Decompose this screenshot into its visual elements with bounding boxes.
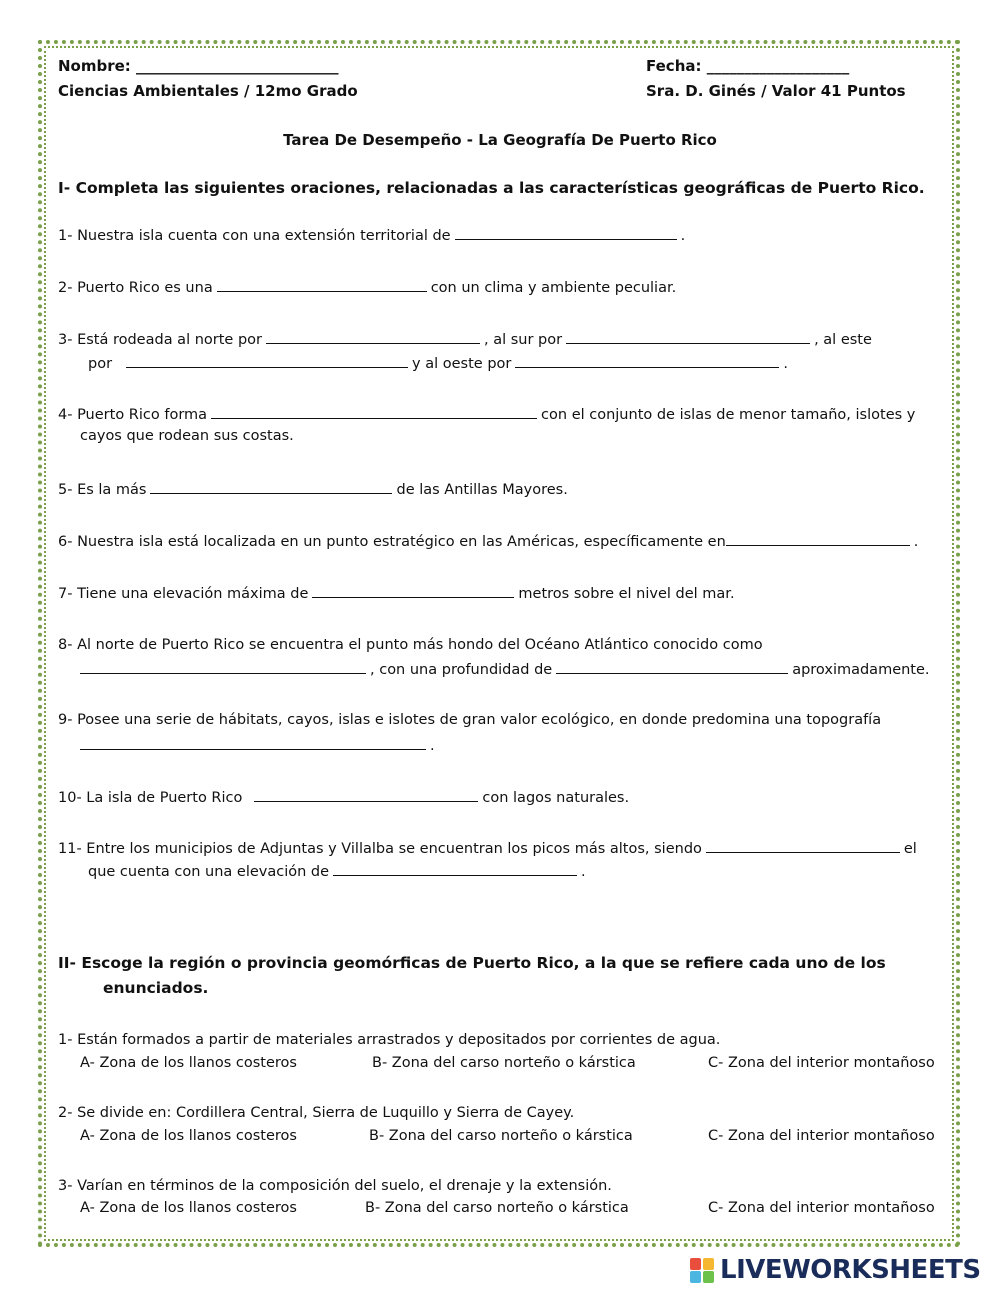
question-9-line-1: 9- Posee una serie de hábitats, cayos, islas e islotes de gran valor ecológico, en donde predomina una topografía [58,712,882,728]
section-1-heading: I- Completa las siguientes oraciones, relacionadas a las características geográficas de Puerto Rico. [58,179,925,197]
question-7 [58,584,735,602]
question-6-text: 6- Nuestra isla está localizada en un punto estratégico en las Américas, específicamente en [58,534,726,550]
answer-blank-4[interactable] [211,405,537,419]
question-6-end: . [913,534,919,550]
date-field-label[interactable]: Fecha: ___________________ [646,57,850,75]
mc-2-option-c[interactable]: C- Zona del interior montañoso [708,1128,935,1144]
question-8-line-1: 8- Al norte de Puerto Rico se encuentra el punto más hondo del Océano Atlántico conocido como [58,637,763,653]
mc-1-option-c[interactable]: C- Zona del interior montañoso [708,1055,935,1071]
question-8-depth-label: , con una profundidad de [370,662,553,678]
question-4-text-end: con el conjunto de islas de menor tamaño, islotes y [541,407,916,423]
question-3-east-label: , al este [814,332,872,348]
mc-2-option-a[interactable]: A- Zona de los llanos costeros [80,1128,297,1144]
question-7-text: 7- Tiene una elevación máxima de [58,586,309,602]
answer-blank-2[interactable] [217,278,427,292]
answer-blank-6[interactable] [726,532,910,546]
answer-blank-1[interactable] [455,226,677,240]
answer-blank-8-name[interactable] [80,660,366,674]
question-10-text-end: con lagos naturales. [482,790,630,806]
answer-blank-5[interactable] [150,480,392,494]
question-11-text: 11- Entre los municipios de Adjuntas y Villalba se encuentran los picos más altos, siendo [58,841,702,857]
question-4-text: 4- Puerto Rico forma [58,407,208,423]
answer-blank-10[interactable] [254,788,478,802]
question-3-line-1 [58,330,872,348]
question-10 [58,788,629,806]
question-3-west-label: y al oeste por [412,356,512,372]
question-11-line-2 [88,862,586,880]
mc-1-option-a[interactable]: A- Zona de los llanos costeros [80,1055,297,1071]
teacher-label: Sra. D. Ginés / Valor 41 Puntos [646,82,906,100]
mc-question-3: 3- Varían en términos de la composición del suelo, el drenaje y la extensión. [58,1178,612,1194]
mc-question-1: 1- Están formados a partir de materiales arrastrados y depositados por corrientes de agua. [58,1032,721,1048]
answer-blank-8-depth[interactable] [556,660,788,674]
question-10-text: 10- La isla de Puerto Rico [58,790,243,806]
section-2-heading-cont: enunciados. [103,979,209,997]
question-11-end: . [581,864,586,880]
mc-2-option-b[interactable]: B- Zona del carso norteño o kárstica [369,1128,633,1144]
question-4-line-2: cayos que rodean sus costas. [80,428,294,444]
question-7-text-end: metros sobre el nivel del mar. [518,586,735,602]
mc-3-option-c[interactable]: C- Zona del interior montañoso [708,1200,935,1216]
answer-blank-3-north[interactable] [266,330,480,344]
question-3-end: . [783,356,788,372]
question-8-end: aproximadamente. [792,662,930,678]
question-3-por-label: por [88,356,113,372]
mc-1-option-b[interactable]: B- Zona del carso norteño o kárstica [372,1055,636,1071]
answer-blank-9[interactable] [80,736,426,750]
question-8-line-2 [76,660,930,678]
question-3-south-label: , al sur por [483,332,563,348]
question-11-el: el [903,841,917,857]
question-9-line-2 [76,736,435,754]
course-label: Ciencias Ambientales / 12mo Grado [58,82,358,100]
question-3-line-2 [88,354,788,372]
liveworksheets-logo-icon [690,1256,716,1284]
mc-3-option-b[interactable]: B- Zona del carso norteño o kárstica [365,1200,629,1216]
worksheet-title: Tarea De Desempeño - La Geografía De Puerto Rico [283,131,717,149]
name-field-label[interactable]: Nombre: ___________________________ [58,57,339,75]
question-6 [58,532,918,550]
question-1 [58,226,685,244]
question-5 [58,480,568,498]
liveworksheets-logo-text: LIVEWORKSHEETS [720,1255,981,1285]
question-2-text: 2- Puerto Rico es una [58,280,213,296]
question-4-line-1 [58,405,915,423]
question-3-text: 3- Está rodeada al norte por [58,332,262,348]
mc-question-2: 2- Se divide en: Cordillera Central, Sierra de Luquillo y Sierra de Cayey. [58,1105,575,1121]
answer-blank-11-peak[interactable] [706,839,900,853]
answer-blank-7[interactable] [312,584,514,598]
answer-blank-3-east[interactable] [126,354,408,368]
question-1-end: . [680,228,686,244]
section-2-heading: II- Escoge la región o provincia geomórficas de Puerto Rico, a la que se refiere cada uno de los [58,954,886,972]
question-9-end: . [430,738,435,754]
question-11-elevation-label: que cuenta con una elevación de [88,864,330,880]
answer-blank-3-west[interactable] [515,354,779,368]
question-2-text-end: con un clima y ambiente peculiar. [430,280,677,296]
question-11-line-1 [58,839,917,857]
mc-3-option-a[interactable]: A- Zona de los llanos costeros [80,1200,297,1216]
answer-blank-11-elevation[interactable] [333,862,577,876]
question-2 [58,278,676,296]
answer-blank-3-south[interactable] [566,330,810,344]
question-1-text: 1- Nuestra isla cuenta con una extensión territorial de [58,228,451,244]
liveworksheets-logo [690,1254,981,1286]
question-5-text: 5- Es la más [58,482,147,498]
question-5-text-end: de las Antillas Mayores. [396,482,568,498]
